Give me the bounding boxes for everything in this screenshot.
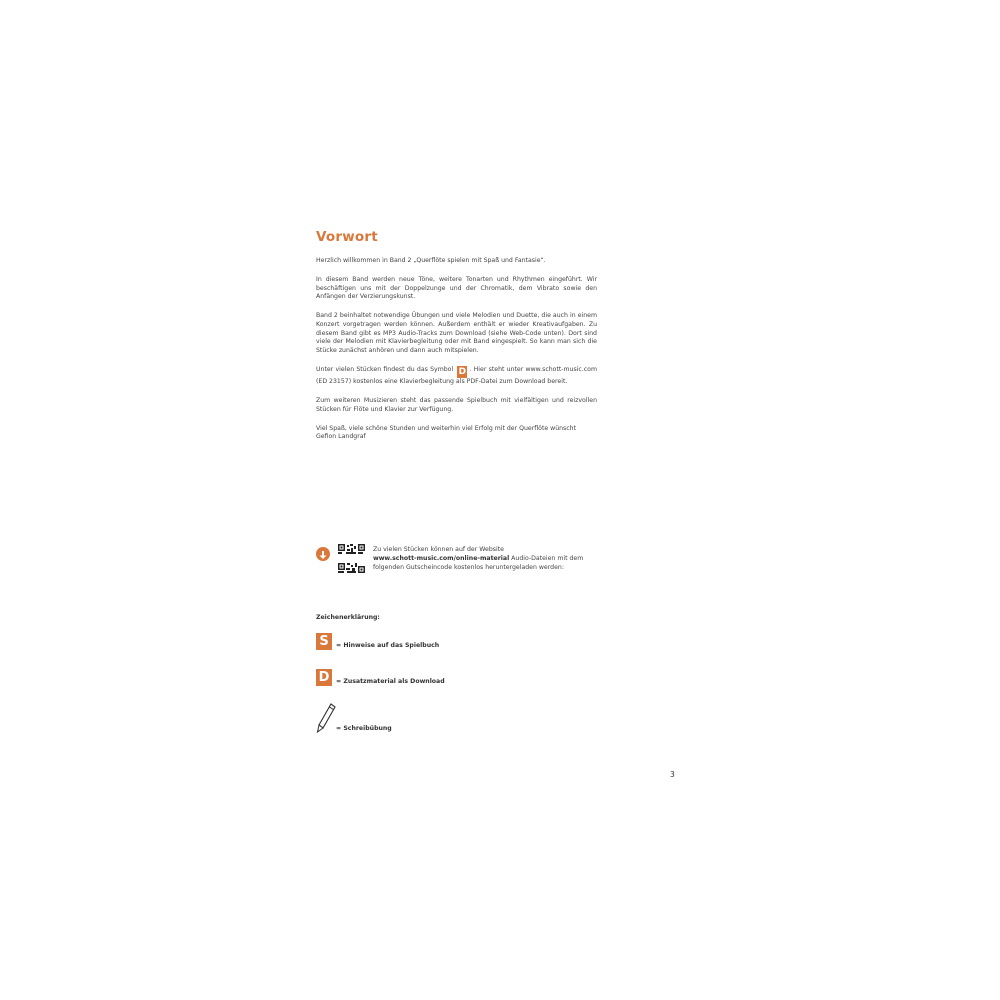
qr-code-icon	[338, 544, 365, 554]
download-line-3: folgenden Gutscheincode kostenlos heruntergeladen werden:	[373, 564, 564, 571]
page-title: Vorwort	[316, 229, 378, 245]
download-line-2: Audio-Dateien mit dem	[509, 555, 584, 562]
legend-label-schreibuebung: = Schreibübung	[336, 725, 392, 732]
legend-label-spielbuch: = Hinweise auf das Spielbuch	[336, 642, 440, 649]
download-url-link[interactable]: www.schott-music.com/online-material	[373, 555, 510, 562]
spielbuch-symbol-icon: S	[316, 633, 332, 650]
author-name: Gefion Landgraf	[316, 433, 366, 441]
qr-code-icon-2	[338, 563, 365, 573]
page-number: 3	[670, 770, 675, 779]
paragraph-spielbuch: Zum weiteren Musizieren steht das passende Spielbuch mit vielfältigen und reizvollen Stücken für Flöte und Klavier zur Verfügung.	[316, 396, 597, 413]
paragraph-closing	[316, 425, 597, 442]
pencil-icon	[316, 703, 336, 733]
legend-label-download: = Zusatzmaterial als Download	[336, 678, 445, 685]
paragraph-symbol-info	[316, 366, 597, 387]
download-info	[316, 544, 616, 576]
download-text	[373, 545, 613, 572]
paragraph-symbol-info-end: . Hier steht unter www.schott-music.com (ED 23157) kostenlos eine Klavierbegleitung als PDF-Datei zum Download bereit.	[316, 365, 597, 385]
closing-wish: Viel Spaß, viele schöne Stunden und weiterhin viel Erfolg mit der Querflöte wünscht	[316, 424, 577, 432]
paragraph-band-contents: Band 2 beinhaltet notwendige Übungen und viele Melodien und Duette, die auch in einem Konzert vorgetragen werden können. Außerdem enthält er wieder Kreativaufgaben. Zu diesem Band gibt es MP3 Audio-Tracks zum Download (siehe Web-Code unten). Dort sind viele der Melodien mit Klavierbegleitung oder mit Band eingespielt. So kann man sich die Stücke zunächst anhören und dann auch mitspielen.	[316, 312, 597, 354]
download-line-1: Zu vielen Stücken können auf der Website	[373, 546, 504, 553]
paragraph-symbol-info-start: Unter vielen Stücken findest du das Symbol	[316, 365, 454, 373]
foreword-body	[316, 257, 597, 452]
paragraph-welcome: Herzlich willkommen in Band 2 „Querflöte spielen mit Spaß und Fantasie“.	[316, 257, 546, 264]
download-icon	[316, 547, 330, 561]
legend-title: Zeichenerklärung:	[316, 614, 380, 621]
download-symbol-icon-legend: D	[316, 669, 332, 686]
paragraph-new-content: In diesem Band werden neue Töne, weitere Tonarten und Rhythmen eingeführt. Wir beschäftigen uns mit der Doppelzunge und der Chromatik, dem Vibrato sowie den Anfängen der Verzierungskunst.	[316, 276, 597, 301]
download-symbol-icon: D	[458, 366, 467, 377]
